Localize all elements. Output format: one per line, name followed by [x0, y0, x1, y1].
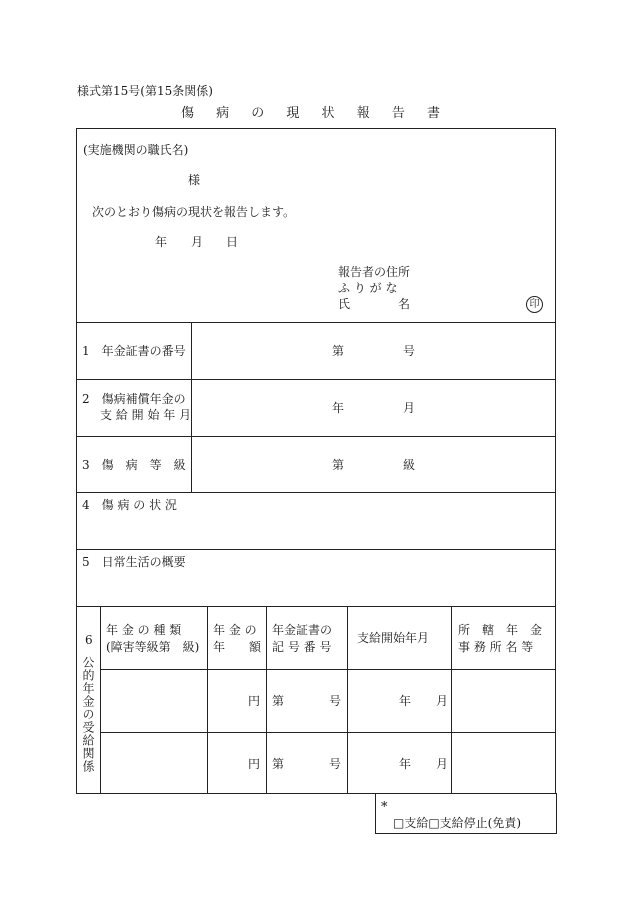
reporter-furigana-label: ふ り が な: [338, 281, 398, 295]
item3-prefix: 第: [332, 458, 345, 472]
office-use-asterisk: *: [381, 800, 388, 815]
reporter-address-label: 報告者の住所: [338, 265, 411, 279]
report-statement: 次のとおり傷病の現状を報告します。: [92, 205, 296, 219]
date-month: 月: [191, 235, 204, 249]
payment-status-checkboxes[interactable]: □支給□支給停止(免責): [393, 816, 522, 830]
row2-cert-suffix: 号: [329, 757, 342, 771]
divider-line: [76, 492, 556, 493]
item2-month: 月: [403, 401, 416, 415]
header-cert-number: 年金証書の 記 号 番 号: [272, 623, 333, 654]
item2-label-line2: 支 給 開 始 年 月: [100, 408, 192, 422]
divider-line: [76, 436, 556, 437]
row2-amount-unit: 円: [248, 757, 261, 771]
header-pension-type: 年 金 の 種 類 (障害等級第 級): [106, 623, 200, 654]
form-number: 様式第15号(第15条関係): [77, 84, 213, 98]
document-title: 傷 病 の 現 状 報 告 書: [181, 106, 449, 121]
pension-column-divider: [451, 606, 452, 794]
pension-column-divider: [266, 606, 267, 794]
date-day: 日: [226, 235, 239, 249]
row2-year: 年: [399, 757, 412, 771]
addressee-org-label: (実施機関の職氏名): [83, 143, 189, 157]
divider-line: [76, 549, 556, 550]
item1-suffix: 号: [403, 344, 416, 358]
date-year: 年: [155, 235, 168, 249]
pension-side-divider: [100, 606, 101, 794]
row1-amount-unit: 円: [248, 694, 261, 708]
item1-prefix: 第: [332, 344, 345, 358]
divider-line: [76, 379, 556, 380]
row1-cert-prefix: 第: [272, 694, 285, 708]
divider-line: [76, 606, 556, 607]
pension-column-divider: [207, 606, 208, 794]
divider-line: [100, 669, 556, 670]
row1-cert-suffix: 号: [329, 694, 342, 708]
item1-label: 1 年金証書の番号: [82, 344, 186, 358]
item3-label: 3 傷 病 等 級: [82, 458, 186, 472]
header-pension-amount: 年 金 の 年 額: [213, 623, 262, 654]
header-start-date: 支給開始年月: [357, 631, 430, 645]
divider-line: [76, 322, 556, 323]
divider-line: [100, 732, 556, 733]
addressee-sama: 様: [188, 173, 201, 187]
item2-label-line1: 2 傷病補償年金の: [82, 392, 186, 406]
reporter-name-label: 名: [398, 297, 411, 311]
item5-label: 5 日常生活の概要: [82, 555, 186, 569]
header-pension-office: 所 轄 年 金 事 務 所 名 等: [458, 623, 543, 654]
pension-number: 6: [85, 633, 93, 647]
pension-side-label: 公的年金の受給関係: [81, 656, 95, 773]
row2-month: 月: [436, 757, 449, 771]
seal-mark: 印: [526, 296, 543, 313]
item3-suffix: 級: [403, 458, 416, 472]
row2-cert-prefix: 第: [272, 757, 285, 771]
row1-year: 年: [399, 694, 412, 708]
item2-year: 年: [332, 401, 345, 415]
reporter-name-label: 氏: [338, 297, 351, 311]
item4-label: 4 傷 病 の 状 況: [82, 498, 177, 512]
label-column-divider: [191, 322, 192, 493]
row1-month: 月: [436, 694, 449, 708]
pension-column-divider: [347, 606, 348, 794]
